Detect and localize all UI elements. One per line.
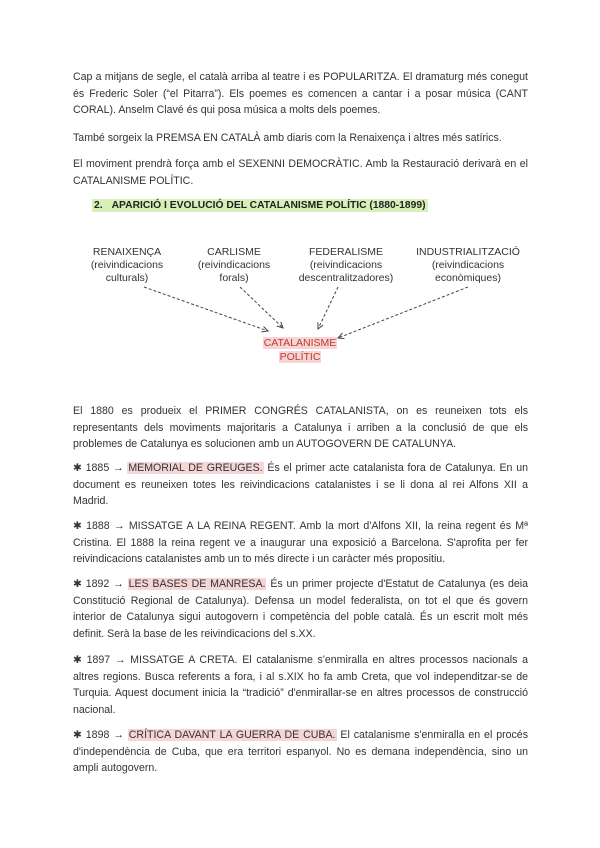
section-number: 2.	[94, 200, 103, 211]
diagram-source-title: FEDERALISME	[308, 246, 384, 258]
diagram-source-sub1: (reivindicacions	[90, 259, 164, 271]
timeline-text: MISSATGE A CRETA. El catalanisme s'enmiralla en altres processos nacionals a altres regions. Busca referents a fora, i al s.XIX ho fa amb Creta, que vol independitzar-se de Turquia. Aquest document inicia la “tradició” d'enmirallar-se en altres processos de construcció nacional.	[73, 654, 528, 716]
diagram-source-sub1: (reivindicacions	[309, 259, 383, 271]
timeline-marker: ✱ 1885 →	[73, 462, 124, 474]
timeline-highlight: LES BASES DE MANRESA.	[128, 578, 266, 590]
intro-paragraph-3: El moviment prendrà força amb el SEXENNI DEMOCRÀTIC. Amb la Restauració derivarà en el CATALANISME POLÍTIC.	[73, 158, 528, 187]
timeline-highlight: CRÍTICA DAVANT LA GUERRA DE CUBA.	[128, 729, 336, 741]
diagram-source-title: CARLISME	[207, 246, 261, 258]
timeline-item-1885	[73, 460, 528, 510]
section-title: APARICIÓ I EVOLUCIÓ DEL CATALANISME POLÍTIC (1880-1899)	[111, 200, 426, 211]
timeline-marker: ✱ 1897 →	[73, 654, 126, 666]
diagram-source-sub2: econòmiques)	[435, 272, 501, 284]
intro-paragraph-2: També sorgeix la PREMSA EN CATALÀ amb diaris com la Renaixença i altres més satírics.	[73, 132, 502, 144]
diagram-source-title: INDUSTRIALITZACIÓ	[416, 246, 520, 258]
diagram-source-sub1: (reivindicacions	[431, 259, 505, 271]
intro-paragraph-1: Cap a mitjans de segle, el català arriba al teatre i es POPULARITZA. El dramaturg més conegut és Frederic Soler (“el Pitarra”). Els poemes es comencen a cantar i a posar música (CANT CORAL). Anselm Clavé és qui posa música a molts dels poemes.	[73, 71, 528, 116]
timeline-item-1898	[73, 727, 528, 777]
diagram-source-sub1: (reivindicacions	[197, 259, 271, 271]
arrow-industrialitzacio	[338, 287, 468, 338]
timeline-item-1888	[73, 518, 528, 568]
diagram-source-title: RENAIXENÇA	[92, 246, 162, 258]
timeline-highlight: MEMORIAL DE GREUGES.	[128, 462, 263, 474]
arrow-carlisme	[240, 287, 283, 328]
timeline-marker: ✱ 1888 →	[73, 520, 125, 532]
diagram-source-sub2: culturals)	[105, 272, 149, 284]
timeline-text: MISSATGE A LA REINA REGENT. Amb la mort d'Alfons XII, la reina regent és Mª Cristina. El 1888 la reina regent ve a inaugurar una exposició a Barcelona. S'aprofita per fer reivindicacions catalanistes amb un to més directe i un caràcter més propositiu.	[73, 520, 528, 565]
arrow-federalisme	[318, 287, 338, 329]
timeline-marker: ✱ 1898 →	[73, 729, 124, 741]
timeline-text: És un primer projecte d'Estatut de Catalunya (es deia Constitució Regional de Catalunya). Defensa un model federalista, on tot el que és govern interior de Catalunya sigui autogovern i competència del poble català. És un escrit molt més definit. Serà la base de les reivindicacions del s.XX.	[73, 578, 528, 640]
timeline-text: És el primer acte catalanista fora de Catalunya. En un document es reuneixen totes les reivindicacions catalanistes i se li dona al rei Alfons XII a Madrid.	[73, 462, 528, 507]
timeline-item-1892	[73, 576, 528, 642]
timeline-item-1897	[73, 652, 528, 718]
diagram-target-line2: POLÍTIC	[279, 350, 321, 363]
diagram-target-line1: CATALANISME	[263, 337, 337, 349]
timeline-text: El catalanisme s'enmiralla en el procés d'independència de Cuba, que era territori espanyol. No es demana independència, sino un ampli autogovern.	[73, 729, 528, 774]
diagram-source-sub2: descentralitzadores)	[298, 272, 394, 284]
arrow-renaixenca	[144, 287, 268, 331]
diagram-source-sub2: forals)	[219, 272, 249, 284]
timeline-marker: ✱ 1892 →	[73, 578, 124, 590]
paragraph-1880: El 1880 es produeix el PRIMER CONGRÉS CATALANISTA, on es reuneixen tots els representants dels moviments majoritaris a Catalunya i arriben a la conclusió de que els problemes de Catalunya es solucionen amb un AUTOGOVERN DE CATALUNYA.	[73, 405, 528, 450]
diagram-target	[255, 337, 345, 364]
